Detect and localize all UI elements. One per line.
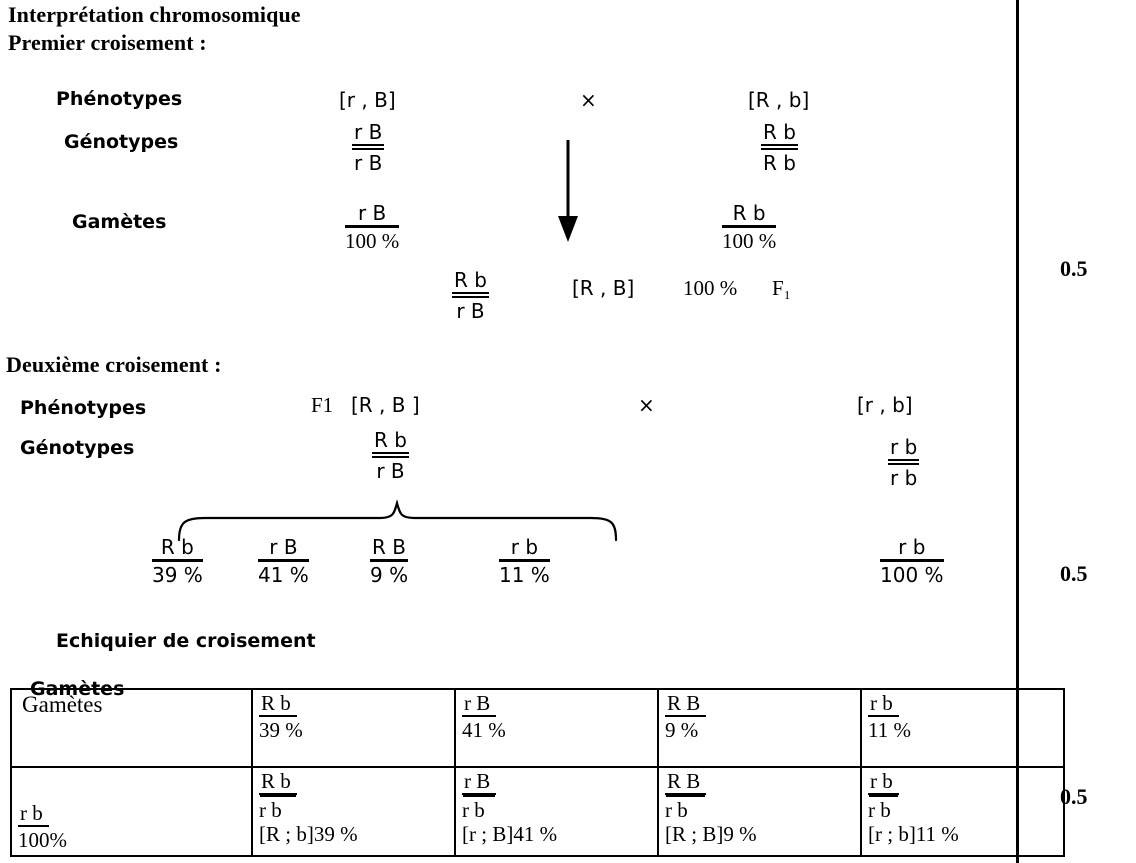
gamete-percent: 11 % <box>499 563 550 587</box>
gamete-percent: 41 % <box>462 717 506 742</box>
gamete-allele: r B <box>357 201 387 225</box>
genotype-bottom-allele: r b <box>890 466 918 490</box>
gamete-allele: R b <box>732 201 766 225</box>
first-cross-offspring-phenotype: [R , B] <box>572 276 635 300</box>
gamete-rule <box>152 559 203 562</box>
chromosome-rule <box>888 459 919 465</box>
section-first-cross-title: Premier croisement : <box>8 30 207 55</box>
table-cell-offspring-2 <box>455 767 658 856</box>
offspring-phenotype: [R ; b]39 % <box>259 822 358 847</box>
genotype-top-allele: R b <box>763 120 796 144</box>
first-cross-parent1-genotype <box>352 122 384 173</box>
second-cross-parent1-phenotype: [R , B ] <box>351 393 420 417</box>
gamete-allele: r B <box>462 692 496 717</box>
gamete-percent: 100 % <box>345 229 400 253</box>
genotype-top-allele: R b <box>454 268 487 292</box>
table-header-gamete-2 <box>455 689 658 767</box>
chromosome-rule <box>372 452 409 458</box>
table-header-gamete-4 <box>861 689 1064 767</box>
second-cross-gamete-2 <box>258 537 309 585</box>
genotype-bottom-allele: r b <box>259 797 282 822</box>
chromosome-rule <box>452 292 489 298</box>
genotype-top-allele: r b <box>890 435 918 459</box>
gamete-allele: r B <box>269 535 298 559</box>
gamete-percent: 9 % <box>370 563 409 587</box>
second-cross-parent1-genotype <box>372 430 409 481</box>
gamete-rule <box>370 559 408 562</box>
gamete-rule <box>258 559 309 562</box>
gamete-percent: 41 % <box>258 563 309 587</box>
genotype-bottom-allele: r b <box>868 797 891 822</box>
offspring-phenotype: [R ; B]9 % <box>665 822 757 847</box>
table-header-gamete-1 <box>252 689 455 767</box>
cross-symbol-second: × <box>638 393 655 417</box>
offspring-phenotype: [r ; b]11 % <box>868 822 959 847</box>
cross-checkerboard-table <box>10 688 1065 857</box>
gamete-allele: R B <box>372 535 407 559</box>
table-cell-offspring-3 <box>658 767 861 856</box>
second-cross-parent2-gamete <box>880 537 944 585</box>
second-cross-parent2-genotype <box>888 437 919 488</box>
gamete-rule <box>880 559 944 562</box>
genotype-bottom-allele: r B <box>376 459 405 483</box>
offspring-phenotype: [r ; B]41 % <box>462 822 558 847</box>
gamete-allele: R B <box>665 692 706 717</box>
genotype-top-allele: r b <box>868 770 899 795</box>
table-cell-offspring-1 <box>252 767 455 856</box>
chromosome-rule <box>761 144 798 150</box>
first-cross-parent1-gamete <box>345 203 399 252</box>
gamete-percent: 100% <box>18 827 67 852</box>
second-cross-f1-prefix: F1 <box>311 393 334 417</box>
gamete-rule <box>345 225 399 228</box>
genotype-top-allele: R B <box>665 770 706 795</box>
table-row-header-gamete <box>11 767 252 856</box>
score-mark-1: 0.5 <box>1060 256 1088 281</box>
gamete-percent: 9 % <box>665 717 699 742</box>
first-cross-offspring-percent: 100 % <box>683 276 738 300</box>
first-cross-parent2-gamete <box>722 203 776 252</box>
label-phenotypes-first: Phénotypes <box>56 88 183 110</box>
cross-symbol-first: × <box>580 88 597 112</box>
genotype-top-allele: R b <box>259 770 297 795</box>
label-genotypes-first: Génotypes <box>64 131 179 153</box>
genotype-bottom-allele: R b <box>763 151 796 175</box>
second-cross-parent2-phenotype: [r , b] <box>857 393 913 417</box>
checkerboard-title: Echiquier de croisement <box>56 630 316 652</box>
second-cross-gamete-1 <box>152 537 203 585</box>
score-mark-2: 0.5 <box>1060 561 1088 586</box>
genotype-top-allele: R b <box>374 428 407 452</box>
genotype-top-allele: r B <box>354 120 383 144</box>
gamete-percent: 100 % <box>880 563 944 587</box>
gamete-percent: 39 % <box>259 717 303 742</box>
first-cross-parent2-genotype <box>761 122 798 173</box>
table-row <box>11 767 1064 856</box>
genotype-bottom-allele: r b <box>462 797 485 822</box>
margin-divider <box>1016 0 1019 863</box>
checkerboard-corner-label-serif: Gamètes <box>22 692 103 717</box>
genotype-bottom-allele: r B <box>354 151 383 175</box>
chromosome-rule <box>352 144 384 150</box>
genotype-bottom-allele: r B <box>456 299 485 323</box>
page-title: Interprétation chromosomique <box>8 2 301 27</box>
section-second-cross-title: Deuxième croisement : <box>6 352 222 377</box>
checkerboard-corner-label-bold: Gamètes <box>30 678 125 700</box>
first-cross-parent2-phenotype: [R , b] <box>748 88 810 112</box>
score-mark-3: 0.5 <box>1060 784 1088 809</box>
gamete-percent: 100 % <box>722 229 777 253</box>
table-row-header <box>11 689 1064 767</box>
table-header-gamete-3 <box>658 689 861 767</box>
gamete-allele: r b <box>868 692 899 717</box>
gamete-percent: 11 % <box>868 717 911 742</box>
gamete-allele: r b <box>510 535 539 559</box>
gamete-rule <box>499 559 550 562</box>
gamete-percent: 39 % <box>152 563 203 587</box>
label-phenotypes-second: Phénotypes <box>20 397 147 419</box>
label-gametes-first: Gamètes <box>72 211 167 233</box>
genotype-bottom-allele: r b <box>665 797 688 822</box>
first-cross-parent1-phenotype: [r , B] <box>339 88 396 112</box>
label-genotypes-second: Génotypes <box>20 437 135 459</box>
table-cell-offspring-4 <box>861 767 1064 856</box>
second-cross-gamete-3 <box>370 537 408 585</box>
arrow-down-icon <box>555 140 581 250</box>
gamete-allele: R b <box>259 692 297 717</box>
genotype-top-allele: r B <box>462 770 496 795</box>
gamete-allele: R b <box>160 535 194 559</box>
second-cross-gamete-4 <box>499 537 550 585</box>
gamete-allele: r b <box>898 535 926 559</box>
first-cross-generation-label: F₁ <box>772 276 792 300</box>
first-cross-offspring-genotype <box>452 270 489 321</box>
gamete-allele: r b <box>18 802 49 827</box>
gamete-rule <box>722 225 776 228</box>
